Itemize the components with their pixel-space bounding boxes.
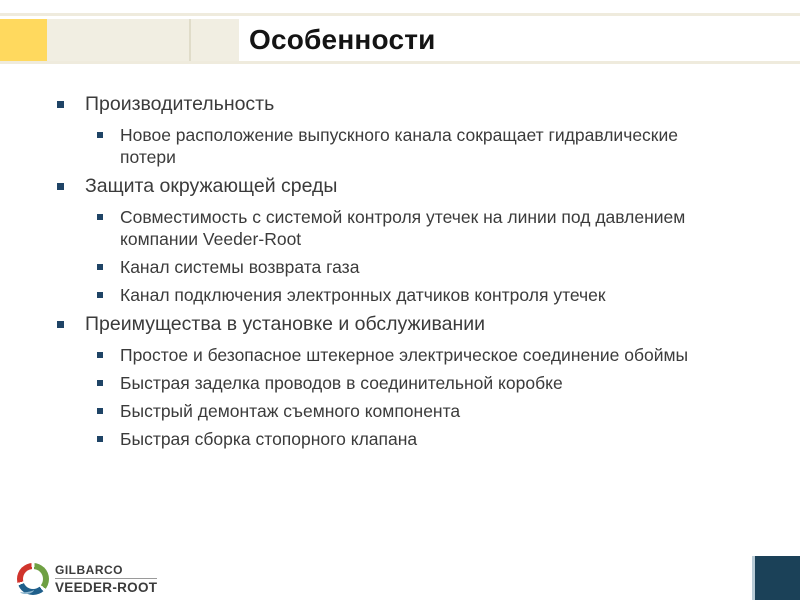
logo-swoosh-icon bbox=[20, 586, 35, 595]
bullet-item bbox=[0, 312, 708, 337]
header-top-rule bbox=[0, 13, 800, 16]
bullet-item bbox=[0, 284, 708, 306]
bullet-square-icon bbox=[57, 101, 64, 108]
bullet-text: Преимущества в установке и обслуживании bbox=[85, 313, 486, 335]
bullet-text: Производительность bbox=[85, 93, 275, 115]
bullet-square-icon bbox=[97, 292, 103, 298]
bullet-text: Быстрый демонтаж съемного компонента bbox=[120, 401, 461, 421]
bullet-square-icon bbox=[97, 132, 103, 138]
bullet-text: Новое расположение выпускного канала сокращает гидравлические потери bbox=[120, 125, 678, 167]
bullet-item bbox=[0, 124, 708, 168]
bullet-square-icon bbox=[97, 264, 103, 270]
bullet-list bbox=[0, 92, 708, 456]
gilbarco-veeder-root-logo bbox=[17, 563, 157, 595]
bullet-item bbox=[0, 174, 708, 199]
bullet-item bbox=[0, 256, 708, 278]
bullet-text: Быстрая заделка проводов в соединительной коробке bbox=[120, 373, 563, 393]
bullet-item bbox=[0, 344, 708, 366]
bullet-item bbox=[0, 428, 708, 450]
header-bottom-rule bbox=[0, 61, 800, 64]
bullet-square-icon bbox=[57, 183, 64, 190]
slide-title: Особенности bbox=[249, 24, 436, 55]
logo-text bbox=[55, 563, 157, 595]
header-accent-square bbox=[0, 19, 47, 62]
bullet-text: Защита окружающей среды bbox=[85, 175, 338, 197]
logo-text-gilbarco: GILBARCO bbox=[55, 563, 157, 579]
bullet-text: Простое и безопасное штекерное электрическое соединение обоймы bbox=[120, 345, 689, 365]
bullet-square-icon bbox=[97, 408, 103, 414]
logo-ring-icon bbox=[17, 563, 49, 595]
bullet-text: Канал подключения электронных датчиков контроля утечек bbox=[120, 285, 606, 305]
bullet-square-icon bbox=[97, 380, 103, 386]
bullet-text: Канал системы возврата газа bbox=[120, 257, 360, 277]
corner-accent-block bbox=[752, 556, 800, 600]
bullet-square-icon bbox=[97, 352, 103, 358]
bullet-item bbox=[0, 206, 708, 250]
bullet-square-icon bbox=[97, 436, 103, 442]
logo-text-veeder-root: VEEDER-ROOT bbox=[55, 580, 158, 595]
bullet-text: Совместимость с системой контроля утечек на линии под давлением компании Veeder-Root bbox=[120, 207, 686, 249]
bullet-item bbox=[0, 92, 708, 117]
bullet-square-icon bbox=[97, 214, 103, 220]
bullet-item bbox=[0, 400, 708, 422]
bullet-square-icon bbox=[57, 321, 64, 328]
bullet-item bbox=[0, 372, 708, 394]
bullet-text: Быстрая сборка стопорного клапана bbox=[120, 429, 418, 449]
header-band-divider bbox=[189, 19, 191, 62]
